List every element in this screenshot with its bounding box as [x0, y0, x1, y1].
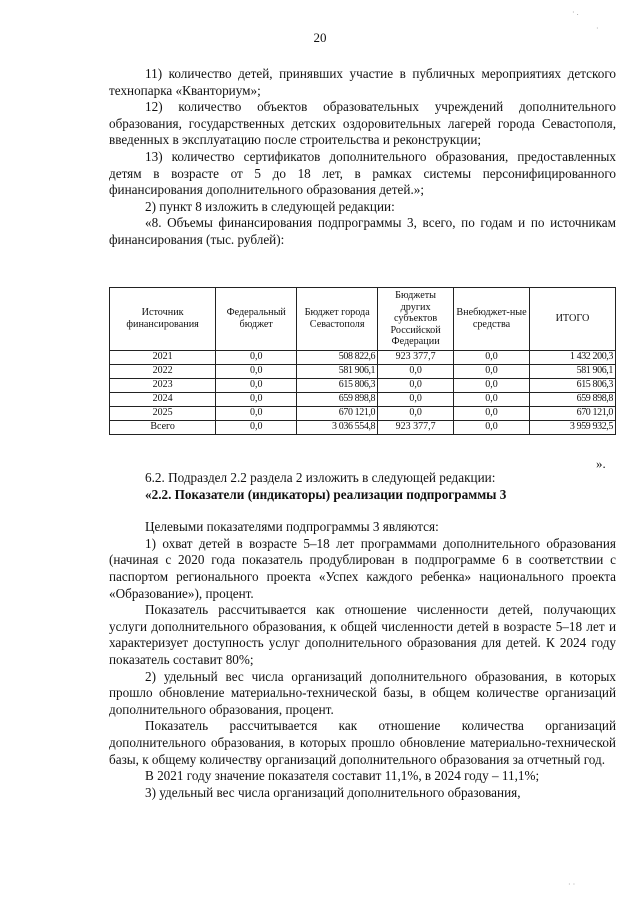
table-cell: 923 377,7	[378, 420, 454, 434]
table-cell: 3 036 554,8	[297, 420, 378, 434]
header-federal: Федеральный бюджет	[216, 288, 297, 351]
table-cell: 670 121,0	[297, 406, 378, 420]
table-cell: 2025	[110, 406, 216, 420]
table-row	[110, 406, 616, 420]
paragraph: 1) охват детей в возрасте 5–18 лет программами дополнительного образования (начиная с 2020 года показатель продублирован в подпрограмме 6 в соответствии с паспортом регионального проекта «Успех каждого ребенка» национального проекта «Образование»), процент.	[109, 535, 616, 601]
section-2-2	[109, 470, 616, 801]
table-cell: 0,0	[454, 350, 530, 364]
table-cell: 2022	[110, 364, 216, 378]
table-cell: 615 806,3	[529, 378, 615, 392]
table-row	[110, 378, 616, 392]
table-cell: 581 906,1	[297, 364, 378, 378]
paragraph: Показатель рассчитывается как отношение численности детей, получающих услуги дополнительного образования, к общей численности детей в возрасте 5–18 лет и характеризует доступность услуг дополнительного образования для детей. К 2024 году показатель составит 80%;	[109, 602, 616, 667]
paragraph: Показатель рассчитывается как отношение количества организаций дополнительного образования, в которых прошло обновление материально-технической базы, к общему количеству организаций дополнительного образования за отчетный год.	[109, 718, 616, 767]
list-item-12: 12) количество объектов образовательных учреждений дополнительного образования, государственных детских оздоровительных лагерей города Севастополя, введенных в эксплуатацию после строительства и реконструкции;	[109, 99, 616, 148]
paragraph: Целевыми показателями подпрограммы 3 являются:	[145, 519, 439, 535]
table-cell: 0,0	[454, 364, 530, 378]
table-cell: Всего	[110, 420, 216, 434]
scan-mark: ·	[596, 24, 599, 33]
table-cell: 0,0	[216, 364, 297, 378]
list-item-11: 11) количество детей, принявших участие в публичных мероприятиях детского технопарка «Кванториум»;	[109, 66, 616, 98]
item-8-heading: «8. Объемы финансирования подпрограммы 3, всего, по годам и по источникам финансирования (тыс. рублей):	[109, 215, 616, 247]
table-cell: 670 121,0	[529, 406, 615, 420]
table-cell: 0,0	[378, 392, 454, 406]
table-cell: 508 822,6	[297, 350, 378, 364]
table-cell: 581 906,1	[529, 364, 615, 378]
closing-quote: ».	[596, 456, 606, 471]
table-cell: 3 959 932,5	[529, 420, 615, 434]
table-row	[110, 364, 616, 378]
header-other-subjects: Бюджеты других субъектов Российской Федерации	[378, 288, 454, 351]
table-cell: 0,0	[454, 378, 530, 392]
page-number: 20	[313, 30, 327, 45]
table-row-total	[110, 420, 616, 434]
table-cell: 0,0	[216, 392, 297, 406]
table-cell: 0,0	[378, 406, 454, 420]
table-row	[110, 350, 616, 364]
table-cell: 0,0	[454, 420, 530, 434]
table-cell: 0,0	[216, 406, 297, 420]
table-header-row	[110, 288, 616, 351]
table-cell: 0,0	[216, 378, 297, 392]
instruction-item-8: 2) пункт 8 изложить в следующей редакции:	[145, 198, 395, 214]
table-cell: 0,0	[216, 420, 297, 434]
paragraph: В 2021 году значение показателя составит 11,1%, в 2024 году – 11,1%;	[145, 768, 540, 784]
header-city-budget: Бюджет города Севастополя	[297, 288, 378, 351]
table-cell: 0,0	[216, 350, 297, 364]
header-source: Источник финансирования	[110, 288, 216, 351]
financing-table	[109, 287, 616, 435]
table-cell: 0,0	[378, 378, 454, 392]
table-cell: 2021	[110, 350, 216, 364]
table-cell: 0,0	[454, 392, 530, 406]
item-list-top	[109, 66, 616, 249]
table-cell: 2024	[110, 392, 216, 406]
paragraph: 2) удельный вес числа организаций дополнительного образования, в которых прошло обновление материально-технической базы, в общем количестве организаций дополнительного образования, процент.	[109, 668, 616, 717]
table-cell: 1 432 200,3	[529, 350, 615, 364]
table-cell: 659 898,8	[529, 392, 615, 406]
scan-mark: · ·	[568, 880, 576, 889]
table-cell: 659 898,8	[297, 392, 378, 406]
table-row	[110, 392, 616, 406]
table-cell: 0,0	[378, 364, 454, 378]
list-item-13: 13) количество сертификатов дополнительного образования, предоставленных детям в возрасте от 5 до 18 лет, в рамках системы персонифицированного финансирования дополнительного образования детей.»;	[109, 148, 616, 198]
header-total: ИТОГО	[529, 288, 615, 351]
header-extrabudgetary: Внебюджет-ные средства	[454, 288, 530, 351]
section-title: «2.2. Показатели (индикаторы) реализации подпрограммы 3	[145, 486, 507, 502]
section-intro: 6.2. Подраздел 2.2 раздела 2 изложить в следующей редакции:	[145, 470, 496, 485]
table-cell: 2023	[110, 378, 216, 392]
table-cell: 615 806,3	[297, 378, 378, 392]
scan-mark: · .	[572, 8, 579, 17]
table-cell: 0,0	[454, 406, 530, 420]
table-cell: 923 377,7	[378, 350, 454, 364]
paragraph: 3) удельный вес числа организаций дополнительного образования,	[145, 784, 521, 800]
